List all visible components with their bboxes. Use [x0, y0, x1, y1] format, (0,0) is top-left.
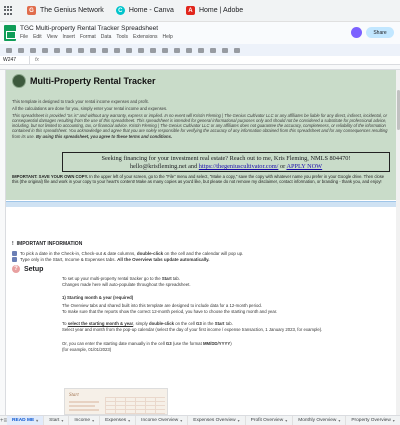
chevron-down-icon: ▾ [180, 418, 183, 423]
chevron-down-icon: ▾ [128, 418, 131, 423]
canva-icon: C [116, 6, 125, 15]
avatar[interactable] [351, 27, 362, 38]
thumbnail-title: Start [69, 393, 79, 398]
link-icon[interactable] [198, 48, 204, 53]
thumbnail-line [69, 401, 99, 403]
share-button[interactable]: Share [366, 27, 394, 38]
apps-grid-icon[interactable] [4, 6, 13, 15]
paint-format-icon[interactable] [54, 48, 60, 53]
setup-line-5: To select the starting month & year, simply double-click on the cell G3 in the Start tab. [62, 321, 233, 326]
details-text: All the calculations are done for you, simply enter your rental income and expenses. [12, 105, 168, 111]
filter-icon[interactable] [234, 48, 240, 53]
apply-now-link[interactable]: APPLY NOW [286, 163, 323, 170]
setup-step-1: 1) Starting month & year (required) [62, 295, 134, 300]
chevron-down-icon: ▾ [285, 418, 288, 423]
redo-icon[interactable] [30, 48, 36, 53]
important-info-heading: ! IMPORTANT INFORMATION [12, 241, 83, 247]
borders-icon[interactable] [162, 48, 168, 53]
chevron-down-icon: ▾ [61, 418, 64, 423]
sheets-header [0, 22, 400, 44]
add-sheet-icon[interactable]: + [0, 417, 4, 424]
bookmarks-bar [0, 0, 400, 22]
formula-bar [0, 56, 400, 65]
thumbnail-line [69, 409, 99, 411]
keyboard-icon [12, 257, 17, 262]
vertical-scrollbar[interactable] [396, 70, 400, 415]
menu-data[interactable]: Data [100, 34, 112, 40]
tab-profit-overview[interactable]: Profit Overview ▾ [246, 416, 294, 425]
email-link[interactable]: hello@krisfleming.net [129, 163, 187, 170]
bold-icon[interactable] [114, 48, 120, 53]
section-divider [6, 201, 396, 207]
search-icon[interactable] [6, 48, 12, 53]
name-box[interactable]: W247 [0, 56, 30, 64]
menu-help[interactable]: Help [162, 34, 173, 40]
info-line-date-picker: To pick a date in the Check-in, Check-out & date columns, double-click on the cell and the calendar will pop up. [12, 251, 243, 256]
fx-icon: fx [35, 57, 39, 63]
tab-income-overview[interactable]: Income Overview ▾ [136, 416, 188, 425]
chart-icon[interactable] [222, 48, 228, 53]
thumbnail-line [69, 405, 95, 407]
menu-view[interactable]: View [46, 34, 58, 40]
align-icon[interactable] [186, 48, 192, 53]
currency-icon[interactable] [78, 48, 84, 53]
document-title[interactable]: TGC Multi-property Rental Tracker Spreadsheet [20, 25, 158, 32]
menu-insert[interactable]: Insert [62, 34, 75, 40]
save-copy-notice: IMPORTANT: SAVE YOUR OWN COPY. In the upper left of your screen, go to the "File" menu and select, "Make a copy," save the copy with whatever name you prefer in your Google drive. Then close this (the original) file and work in your copy to your heart's content! Make as many copies as you'd like, but please do not remove my disclaimer, contact information, or branding - thank you, and enjoy! [12, 174, 385, 185]
setup-heading: ? Setup [12, 265, 43, 273]
sheet-tabs-bar [0, 415, 400, 425]
all-sheets-icon[interactable]: ≡ [3, 417, 8, 424]
calendar-icon [12, 251, 17, 256]
tab-expenses-overview[interactable]: Expenses Overview ▾ [188, 416, 245, 425]
setup-line-7: Or, you can enter the starting date manually in the cell G3 (use the format MM/DD/YYYY) [62, 341, 232, 346]
menu-edit[interactable]: Edit [33, 34, 42, 40]
toolbar [0, 44, 400, 56]
setup-line-6: Select year and month from the pop-up calendar (select the day of your first income / expense transaction, 1 January 2023, for example). [62, 327, 323, 332]
sheet-grid[interactable] [6, 70, 398, 415]
thumbnail-grid [105, 397, 165, 415]
menu-extensions[interactable]: Extensions [133, 34, 158, 40]
tab-expenses[interactable]: Expenses ▾ [100, 416, 136, 425]
tab-read-me[interactable]: READ ME ▾ [7, 416, 44, 425]
tab-property-overview[interactable]: Property Overview ▾ [346, 416, 400, 425]
page-title: Multi-Property Rental Tracker [30, 76, 156, 86]
financing-line: Seeking financing for your investment real estate? Reach out to me, Kris Fleming, NMLS 804470! [101, 155, 351, 162]
print-icon[interactable] [42, 48, 48, 53]
tab-start[interactable]: Start ▾ [44, 416, 69, 425]
menu-file[interactable]: File [20, 34, 29, 40]
setup-line-3: The Overview tabs and shared built into this template are designed to include data for a 12-month period. [62, 303, 262, 308]
genius-cultivator-logo-icon [12, 74, 26, 88]
chevron-down-icon: ▾ [237, 418, 240, 423]
text-color-icon[interactable] [138, 48, 144, 53]
percent-icon[interactable] [90, 48, 96, 53]
title-row [12, 74, 156, 88]
fill-color-icon[interactable] [150, 48, 156, 53]
financing-box [62, 152, 390, 172]
zoom-select[interactable] [66, 48, 72, 53]
chevron-down-icon: ▾ [338, 418, 341, 423]
tab-monthly-overview[interactable]: Monthly Overview ▾ [293, 416, 346, 425]
sheets-logo-icon[interactable] [4, 25, 16, 41]
intro-text: This template is designed to track your rental income expenses and profit. [12, 99, 149, 104]
setup-line-2: Changes made here will auto-populate throughout the spreadsheet. [62, 282, 191, 287]
chevron-down-icon: ▾ [92, 418, 95, 423]
chevron-down-icon: ▾ [36, 418, 39, 423]
italic-icon[interactable] [126, 48, 132, 53]
disclaimer-text: This spreadsheet is provided "as is" and without any warranty, express or implied. In no event will Kristin Fleming | The Genius Cultivator LLC or any affiliates be liable for any direct, indirect, incidental, or consequential damages resulting from the use of this spreadsheet. This spreadsheet is intended for general informational purposes only and should not be considered a substitute for professional advice, including, but not limited to accounting, tax, or financial advice. Kristin Fleming | The Genius Cultivator LLC or any affiliates does not guarantee the accuracy, completeness, or reliability of the information contained in this spreadsheet. You acknowledge and agree that you are solely responsible for verifying the accuracy of any information obtained from this spreadsheet and for any consequences resulting from its use. By using this spreadsheet, you agree to these terms and conditions. [12, 112, 388, 139]
description [12, 99, 390, 141]
scrollbar-thumb[interactable] [397, 90, 400, 130]
start-tab-screenshot [64, 388, 168, 415]
setup-line-1: To set up your multi-property rental tracker go to the Start tab. [62, 276, 181, 281]
menu-bar [20, 34, 173, 40]
menu-format[interactable]: Format [79, 34, 96, 40]
bookmark-genius-network[interactable]: G The Genius Network [27, 6, 104, 15]
menu-tools[interactable]: Tools [116, 34, 129, 40]
bookmark-adobe[interactable]: A Home | Adobe [186, 6, 243, 15]
website-link[interactable]: https://thegeniuscultivator.com/ [198, 163, 279, 170]
tab-income[interactable]: Income ▾ [69, 416, 100, 425]
financing-contact: hello@krisfleming.net and https://thegeniuscultivator.com/ or APPLY NOW [129, 163, 323, 170]
chevron-down-icon: ▾ [392, 418, 395, 423]
comment-icon[interactable] [210, 48, 216, 53]
merge-icon[interactable] [174, 48, 180, 53]
question-icon: ? [12, 265, 20, 273]
info-line-tabs: Type only in the Start, Income & Expenses tabs. All the Overview tabs update automatically. [12, 257, 210, 262]
genius-network-icon: G [27, 6, 36, 15]
undo-icon[interactable] [18, 48, 24, 53]
setup-line-8: (for example, 01/01/2023) [62, 347, 112, 352]
adobe-icon: A [186, 6, 195, 15]
info-icon: ! [12, 241, 14, 247]
font-select[interactable] [102, 48, 108, 53]
setup-line-4: To make sure that the reports show the correct 12-month period, you have to choose the starting month and year. [62, 309, 278, 314]
bookmark-canva[interactable]: C Home - Canva [116, 6, 174, 15]
